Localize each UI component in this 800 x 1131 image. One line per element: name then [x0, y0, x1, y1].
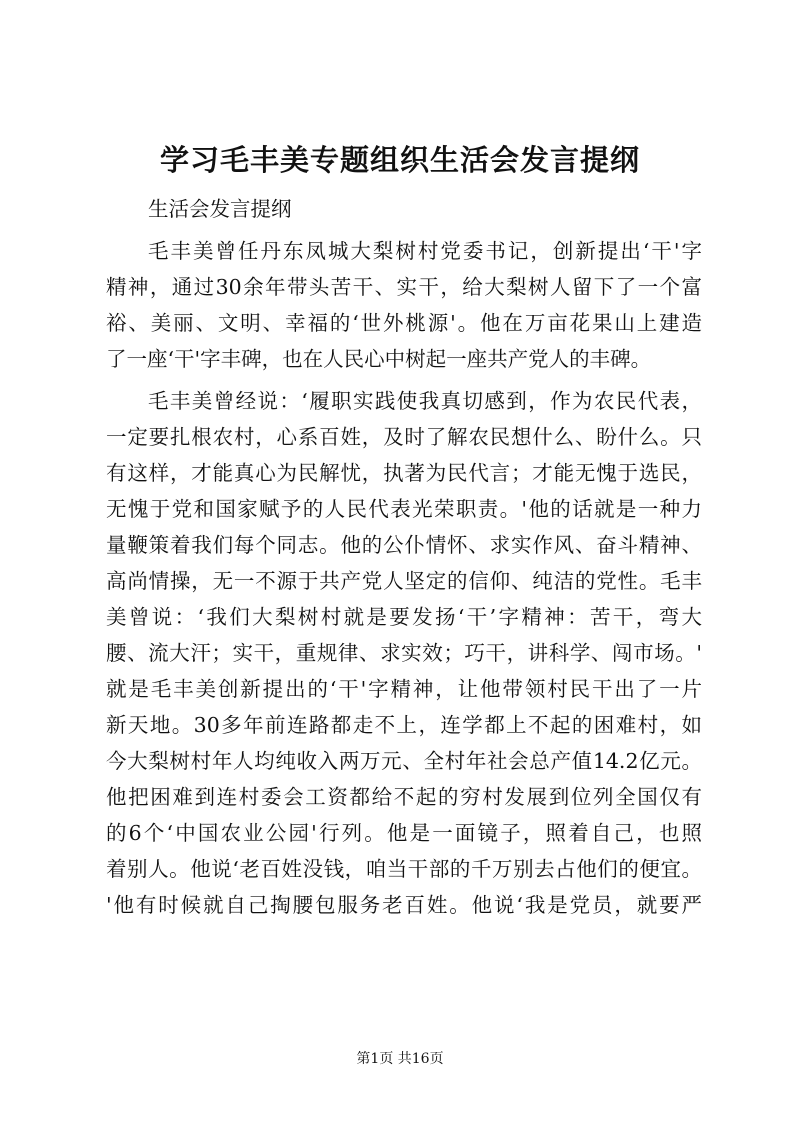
paragraph-line: 裕、美丽、文明、幸福的‘世外桃源'。他在万亩花果山上建造 — [106, 311, 702, 335]
page-number-footer: 第1页 共16页 — [356, 1051, 444, 1067]
paragraph-line: 新天地。30多年前连路都走不上，连学都上不起的困难村，如 — [106, 713, 702, 737]
paragraph-line: '他有时候就自己掏腰包服务老百姓。他说‘我是党员，就要严 — [106, 893, 702, 917]
paragraph-line: 他把困难到连村委会工资都给不起的穷村发展到位列全国仅有 — [106, 785, 702, 809]
paragraph-line: 量鞭策着我们每个同志。他的公仆情怀、求实作风、奋斗精神、 — [106, 533, 702, 557]
paragraph-line: 无愧于党和国家赋予的人民代表光荣职责。'他的话就是一种力 — [106, 497, 702, 521]
document-title: 学习毛丰美专题组织生活会发言提纲 — [159, 143, 640, 177]
paragraph-line: 今大梨树村年人均纯收入两万元、全村年社会总产值14.2亿元。 — [106, 749, 702, 773]
paragraph-line: 高尚情操，无一不源于共产党人坚定的信仰、纯洁的党性。毛丰 — [106, 569, 702, 593]
paragraph-line: 毛丰美曾经说：‘履职实践使我真切感到，作为农民代表， — [148, 389, 702, 413]
paragraph-line: 精神，通过30余年带头苦干、实干，给大梨树人留下了一个富 — [106, 275, 702, 299]
paragraph-line: 的6个‘中国农业公园'行列。他是一面镜子，照着自己，也照 — [106, 821, 702, 845]
paragraph-line: 一定要扎根农村，心系百姓，及时了解农民想什么、盼什么。只 — [106, 425, 702, 449]
paragraph-line: 毛丰美曾任丹东凤城大梨树村党委书记，创新提出‘干'字 — [148, 239, 702, 263]
paragraph-line: 腰、流大汗；实干，重规律、求实效；巧干，讲科学、闯市场。' — [106, 641, 702, 665]
paragraph-line: 着别人。他说‘老百姓没钱，咱当干部的千万别去占他们的便宜。 — [106, 857, 702, 881]
paragraph-line: 有这样，才能真心为民解忧，执著为民代言；才能无愧于选民， — [106, 461, 702, 485]
paragraph-line: 了一座‘干'字丰碑，也在人民心中树起一座共产党人的丰碑。 — [106, 347, 652, 371]
paragraph-line: 就是毛丰美创新提出的‘干'字精神，让他带领村民干出了一片 — [106, 677, 702, 701]
paragraph-line: 生活会发言提纲 — [148, 197, 292, 221]
paragraph-line: 美曾说：‘我们大梨树村就是要发扬‘干’字精神：苦干，弯大 — [106, 605, 702, 629]
